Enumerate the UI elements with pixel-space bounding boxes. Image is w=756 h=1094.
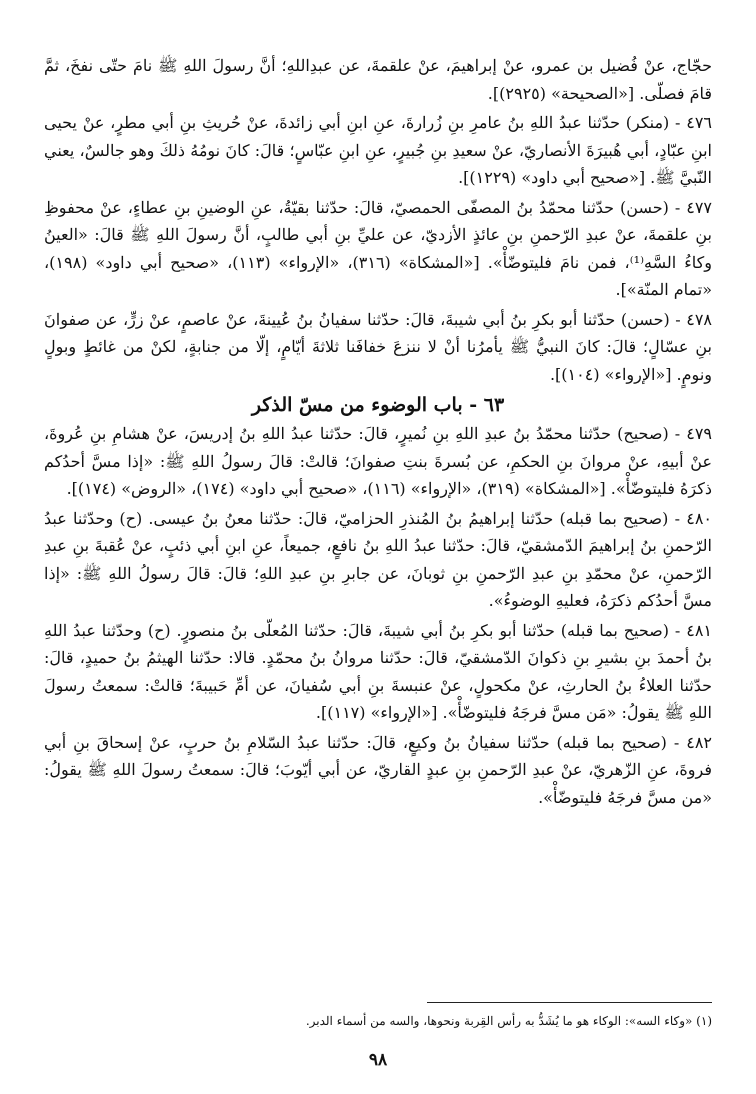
hadith-paragraph: حجّاج، عنْ فُضيل بن عمرو، عنْ إبراهيمَ، عنْ علقمةَ، عن عبدِاللهِ؛ أنَّ رسولَ اللهِ ﷺ نامَ حتّى نفخَ، ثمَّ قامَ فصلّى. [«الصحيحة» (٢٩٢٥)]. <box>44 56 712 103</box>
chapter-heading: ٦٣ - باب الوضوء من مسّ الذكر <box>251 394 505 416</box>
footnote: (١) «وكاء السه»: الوكاء هو ما يُشَدُّ به رأس القِربة ونحوها، والسه من أسماء الدبر. <box>305 1014 712 1028</box>
hadith-paragraph: ٤٨١ - (صحيح بما قبله) حدّثنا أبو بكرِ بنُ أبي شيبةَ، قالَ: حدّثنا المُعلّى بنُ منصورٍ. (ح) وحدّثنا عبدُ اللهِ بنُ أحمدَ بنِ بشيرِ بنِ ذكوانَ الدّمشقيّ، قالَ: حدّثنا مروانُ بنُ محمّدٍ. قالا: حدّثنا الهيثمُ بنُ حميدٍ، قالَ: حدّثنا العلاءُ بنُ الحارثِ، عنْ مكحولٍ، عنْ عنبسةَ بنِ أبي سُفيانَ، عن أمِّ حَبيبةَ؛ قالتْ: سمعتُ رسولَ اللهِ ﷺ يقولُ: «مَن مسَّ فرجَهُ فليتوضّأْ». [«الإرواء» (١١٧)]. <box>44 620 712 722</box>
page-number: ٩٨ <box>368 1050 388 1070</box>
hadith-paragraph: ٤٧٨ - (حسن) حدّثنا أبو بكرِ بنُ أبي شيبةَ، قالَ: حدّثنا سفيانُ بنُ عُيينةَ، عنْ عاصمٍ، عنْ زرٍّ، عن صفوانَ بنِ عسّالٍ؛ قالَ: كانَ النبيُّ ﷺ يأمرُنا أنْ لا ننزعَ خفافَنا ثلاثةَ أيّامٍ، إلّا من جنابةٍ، لكنْ من غائطٍ وبولٍ ونومٍ. [«الإرواء» (١٠٤)]. <box>44 309 712 384</box>
main-text <box>44 52 712 811</box>
footnote-divider <box>427 1002 712 1003</box>
hadith-paragraph: ٤٧٩ - (صحيح) حدّثنا محمّدُ بنُ عبدِ اللهِ بنِ نُميرٍ، قالَ: حدّثنا عبدُ اللهِ بنُ إدريسَ، عنْ هشامِ بنِ عُروةَ، عنْ أبيهِ، عنْ مروانَ بنِ الحكمِ، عن بُسرةَ بنتِ صفوانَ؛ قالتْ: قالَ رسولُ اللهِ ﷺ: «إذا مسَّ أحدُكم ذكرَهُ فليتوضّأْ». [«المشكاة» (٣١٩)، «الإرواء» (١١٦)، «صحيح أبي داود» (١٧٤)، «الروض» (١٧٤)]. <box>44 424 712 498</box>
hadith-paragraph: ٤٧٧ - (حسن) حدّثنا محمّدُ بنُ المصفّى الحمصيّ، قالَ: حدّثنا بقيّةُ، عنِ الوضينِ بنِ عطاءٍ، عنْ محفوظِ بنِ علقمةَ، عنْ عبدِ الرّحمنِ بنِ عائذٍ الأزديّ، عن عليِّ بنِ أبي طالبٍ، أنَّ رسولَ اللهِ ﷺ قالَ: «العينُ وكاءُ السَّهِ⁽¹⁾، فمن نامَ فليتوضّأْ». [«المشكاة» (٣١٦)، «الإرواء» (١١٣)، «صحيح أبي داود» (١٩٨)، «تمام المنّة»]. <box>44 197 713 299</box>
hadith-paragraph: ٤٧٦ - (منكر) حدّثنا عبدُ اللهِ بنُ عامرِ بنِ زُرارةَ، عنِ ابنِ أبي زائدةَ، عنْ حُريثِ بنِ أبي مطرٍ، عنْ يحيى ابنِ عبّادٍ، أبي هُبيرَةَ الأنصاريّ، عنْ سعيدِ بنِ جُبيرٍ، عنِ ابنِ عبّاسٍ؛ قالَ: كانَ نومُهُ ذلكَ وهو جالسٌ، يعني النّبيَّ ﷺ. [«صحيح أبي داود» (١٢٢٩)]. <box>44 113 712 187</box>
hadith-paragraph: ٤٨٠ - (صحيح بما قبله) حدّثنا إبراهيمُ بنُ المُنذرِ الحزاميّ، قالَ: حدّثنا معنُ بنُ عيسى. (ح) وحدّثنا عبدُ الرّحمنِ بنُ إبراهيمَ الدّمشقيّ، قالَ: حدّثنا عبدُ اللهِ بنُ نافعٍ، جميعاً، عنِ ابنِ أبي ذئبٍ، عنْ عُقبةَ بنِ عبدِ الرّحمنِ، عنْ محمّدِ بنِ عبدِ الرّحمنِ بنِ ثوبانَ، عن جابرِ بنِ عبدِ اللهِ؛ قالَ: قالَ رسولُ اللهِ ﷺ: «إذا مسَّ أحدُكم ذكرَهُ، فعليهِ الوضوءُ». <box>44 508 713 610</box>
hadith-paragraph: ٤٨٢ - (صحيح بما قبله) حدّثنا سفيانُ بنُ وكيعٍ، قالَ: حدّثنا عبدُ السّلامِ بنُ حربٍ، عنْ إسحاقَ بنِ أبي فروةَ، عنِ الزّهريّ، عنْ عبدِ الرّحمنِ بنِ عبدٍ القاريّ، عن أبي أيّوبَ؛ قالَ: سمعتُ رسولَ اللهِ ﷺ يقولُ: «من مسَّ فرجَهُ فليتوضّأْ». <box>44 732 713 807</box>
